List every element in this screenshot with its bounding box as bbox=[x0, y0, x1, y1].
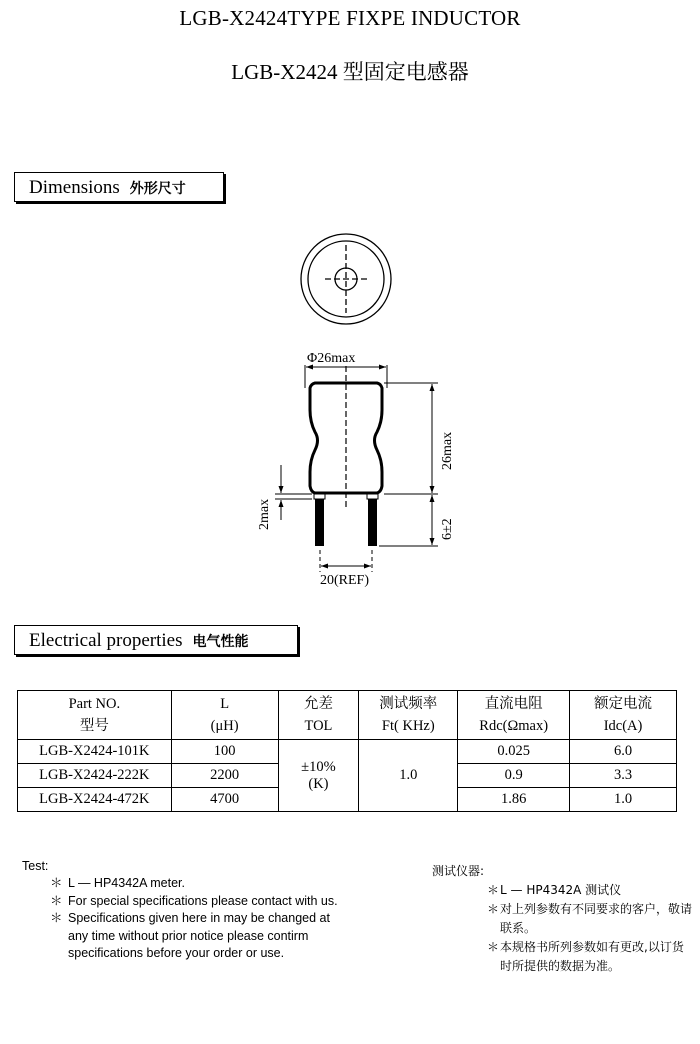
table-header-row bbox=[18, 691, 677, 740]
bullet-icon: ＊ bbox=[50, 876, 63, 891]
note-item: ＊ 对上列参数有不同要求的客户，敬请联系。 bbox=[487, 902, 693, 935]
electrical-label-cn: 电气性能 bbox=[192, 634, 249, 650]
header-test-frequency: 测试频率 Ft( KHz) bbox=[359, 691, 458, 740]
dimensions-label-en: Dimensions bbox=[29, 177, 120, 198]
header-dc-resistance: 直流电阻 Rdc(Ωmax) bbox=[458, 691, 570, 740]
cell-part: LGB-X2424-101K bbox=[18, 740, 172, 764]
title-chinese: LGB-X2424 型固定电感器 bbox=[231, 60, 469, 84]
notes-heading-cn: 测试仪器: bbox=[432, 864, 485, 878]
test-notes-chinese bbox=[432, 862, 692, 976]
cell-part: LGB-X2424-472K bbox=[18, 788, 172, 812]
cell-idc: 1.0 bbox=[570, 788, 677, 812]
cell-inductance: 2200 bbox=[171, 764, 278, 788]
note-item: ＊ For special specifications please contact with us. bbox=[22, 893, 352, 910]
dimensions-label-cn: 外形尺寸 bbox=[129, 181, 186, 197]
header-part-no: Part NO. 型号 bbox=[18, 691, 172, 740]
diameter-label: Φ26max bbox=[307, 351, 356, 366]
dimension-labels bbox=[257, 351, 455, 588]
bullet-icon: ＊ bbox=[50, 911, 63, 926]
electrical-properties-table bbox=[17, 690, 677, 812]
bullet-icon: ＊ bbox=[487, 902, 500, 916]
note-item: ＊ L — HP4342A meter. bbox=[22, 875, 352, 892]
title-english: LGB-X2424TYPE FIXPE INDUCTOR bbox=[179, 6, 521, 30]
cell-tolerance: ±10% (K) bbox=[278, 740, 359, 812]
cell-rdc: 0.9 bbox=[458, 764, 570, 788]
pitch-label: 20(REF) bbox=[320, 573, 369, 588]
cell-inductance: 100 bbox=[171, 740, 278, 764]
side-view bbox=[310, 366, 382, 546]
electrical-section-label bbox=[14, 625, 298, 655]
test-notes-english bbox=[22, 858, 352, 962]
cell-idc: 3.3 bbox=[570, 764, 677, 788]
cell-rdc: 0.025 bbox=[458, 740, 570, 764]
header-rated-current: 额定电流 Idc(A) bbox=[570, 691, 677, 740]
lead-length-label: 6±2 bbox=[440, 518, 455, 540]
cell-inductance: 4700 bbox=[171, 788, 278, 812]
bullet-icon: ＊ bbox=[487, 940, 500, 954]
top-view bbox=[301, 234, 391, 324]
note-item: ＊ 本规格书所列参数如有更改,以订货时所提供的数据为准。 bbox=[487, 940, 684, 973]
electrical-label-en: Electrical properties bbox=[29, 630, 183, 651]
cell-part: LGB-X2424-222K bbox=[18, 764, 172, 788]
dimension-lines bbox=[275, 365, 438, 573]
notes-heading-en: Test: bbox=[22, 859, 49, 873]
standoff-label: 2max bbox=[257, 498, 272, 530]
bullet-icon: ＊ bbox=[50, 893, 63, 908]
cell-test-frequency: 1.0 bbox=[359, 740, 458, 812]
bullet-icon: ＊ bbox=[487, 883, 500, 897]
note-item: ＊ Specifications given here in may be changed at any time without prior notice please contirm specifications before your order or use. bbox=[50, 911, 330, 961]
cell-idc: 6.0 bbox=[570, 740, 677, 764]
header-inductance: L (μH) bbox=[171, 691, 278, 740]
cell-rdc: 1.86 bbox=[458, 788, 570, 812]
height-label: 26max bbox=[440, 431, 455, 470]
header-tolerance: 允差 TOL bbox=[278, 691, 359, 740]
table-row bbox=[18, 740, 677, 764]
note-item: ＊ L — HP4342A 测试仪 bbox=[432, 881, 692, 900]
